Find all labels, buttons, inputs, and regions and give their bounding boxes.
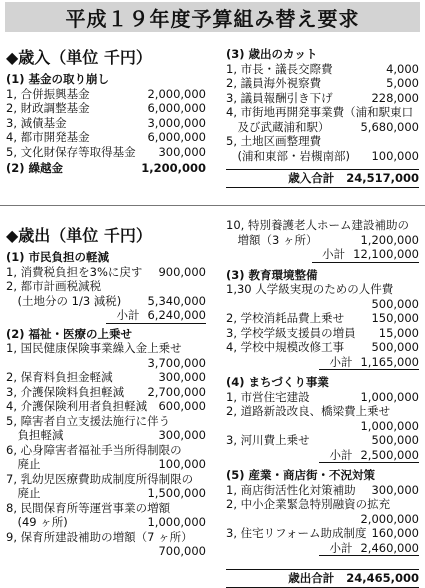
row-label: 1, 国民健康保険事業繰入金上乗せ — [6, 341, 182, 355]
row-label: 増額（3 ヶ所） — [226, 232, 318, 247]
budget-row — [6, 116, 206, 131]
subtotal-label: 小計 — [329, 354, 353, 369]
row-amount: 150,000 — [371, 311, 419, 325]
budget-row — [226, 47, 419, 62]
subtotal-row — [226, 541, 419, 556]
row-label: 1, 市営住宅建設 — [226, 389, 310, 404]
row-label: 負担軽減 — [6, 428, 64, 442]
row-amount: 900,000 — [158, 264, 206, 279]
row-label: 2, 都市計画税減税 — [6, 279, 102, 293]
expenditure-sections-left — [6, 250, 206, 559]
row-amount: 300,000 — [158, 370, 206, 384]
row-label: 5, 文化財保存等取得基金 — [6, 144, 136, 159]
row-amount: 1,200,000 — [141, 161, 206, 175]
budget-row — [6, 130, 206, 145]
subtotal-row — [226, 355, 419, 370]
row-label: (49 ヶ所) — [6, 515, 68, 529]
budget-row — [6, 370, 206, 385]
budget-section — [226, 468, 419, 555]
section-title: (4) まちづくり事業 — [226, 375, 329, 389]
budget-section — [226, 375, 419, 462]
row-label: 廃止 — [6, 486, 41, 500]
subtotal-label: 小計 — [116, 308, 140, 322]
row-label: 2, 議員海外視察費 — [226, 76, 322, 90]
subtotal — [312, 247, 419, 263]
budget-row — [226, 282, 419, 297]
row-amount: 600,000 — [158, 399, 206, 413]
budget-row — [226, 149, 419, 164]
budget-row — [226, 483, 419, 498]
subtotal-amount: 12,100,000 — [353, 247, 419, 261]
cuts-list — [226, 47, 419, 163]
budget-section — [6, 327, 206, 559]
row-amount: 3,000,000 — [147, 115, 206, 130]
row-label: 1, 合併振興基金 — [6, 86, 90, 101]
subtotal — [319, 541, 419, 557]
budget-row — [6, 428, 206, 443]
row-label: 4, 都市開発基金 — [6, 130, 90, 144]
budget-row — [226, 512, 419, 527]
section-title: (1) 市民負担の軽減 — [6, 250, 110, 264]
row-label: 9, 保育所建設補助の増額（7 ヶ所） — [6, 529, 193, 544]
row-amount: 15,000 — [378, 325, 419, 340]
row-amount: 100,000 — [371, 148, 419, 163]
row-amount: 2,000,000 — [360, 511, 419, 526]
row-label: 3, 住宅リフォーム助成制度 — [226, 526, 367, 540]
budget-row — [6, 87, 206, 102]
budget-row — [6, 145, 206, 160]
row-amount: 1,000,000 — [147, 515, 206, 529]
section-title: (2) 福祉・医療の上乗せ — [6, 326, 133, 341]
section-divider — [0, 205, 425, 206]
budget-row — [6, 385, 206, 400]
budget-row — [226, 233, 419, 248]
row-label: 3, 介護保険料負担軽減 — [6, 384, 125, 399]
row-label: 廃止 — [6, 457, 41, 471]
row-amount: 5,680,000 — [360, 119, 419, 134]
row-label: 6, 心身障害者福祉手当所得制限の — [6, 442, 182, 457]
budget-row — [6, 294, 206, 309]
budget-row — [226, 433, 419, 448]
row-label: 2, 学校消耗品費上乗せ — [226, 311, 345, 325]
revenue-heading: ◆歳入（単位 千円） — [6, 48, 152, 67]
row-amount: 6,000,000 — [147, 130, 206, 144]
budget-row — [226, 134, 419, 149]
row-label: 3, 河川費上乗せ — [226, 433, 310, 447]
budget-row — [226, 76, 419, 91]
subtotal-label: 小計 — [329, 540, 353, 555]
section-title: (5) 産業・商店街・不況対策 — [226, 468, 376, 482]
row-label: (土地分の 1/3 減税) — [6, 293, 122, 308]
row-label: (3) 歳出のカット — [226, 47, 318, 61]
budget-section — [6, 250, 206, 323]
row-label: 5, 土地区画整理費 — [226, 134, 322, 148]
row-label: 3, 学校学級支援員の増員 — [226, 325, 356, 340]
row-label: 4, 市街地再開発事業費（浦和駅東口 — [226, 105, 414, 119]
expenditure-heading: ◆歳出（単位 千円） — [6, 226, 152, 245]
budget-row — [226, 497, 419, 512]
row-amount: 100,000 — [158, 457, 206, 471]
row-label: 4, 学校中規模改修工事 — [226, 340, 345, 354]
row-amount: 500,000 — [371, 296, 419, 311]
subtotal-row — [6, 308, 206, 323]
subtotal-row — [226, 448, 419, 463]
row-label: 1, 商店街活性化対策補助 — [226, 482, 356, 497]
budget-row — [226, 326, 419, 341]
row-amount: 228,000 — [371, 90, 419, 105]
row-amount: 160,000 — [371, 526, 419, 540]
budget-row — [6, 265, 206, 280]
subtotal-amount: 1,165,000 — [360, 354, 419, 369]
page-title: 平成１９年度予算組み替え要求 — [5, 2, 420, 32]
budget-row — [226, 419, 419, 434]
revenue-total-amount: 24,517,000 — [346, 171, 419, 185]
row-amount: 5,340,000 — [147, 293, 206, 308]
budget-row — [6, 486, 206, 501]
budget-row — [226, 340, 419, 355]
budget-row — [6, 399, 206, 414]
row-label: 8, 民間保育所等運営事業の増額 — [6, 500, 171, 515]
budget-row — [226, 404, 419, 419]
expenditure-column-right — [226, 218, 419, 588]
budget-row — [6, 544, 206, 559]
row-amount: 1,000,000 — [360, 389, 419, 404]
row-amount: 4,000 — [386, 61, 419, 76]
expenditure-total — [226, 569, 419, 588]
row-label: (1) 基金の取り崩し — [6, 72, 110, 86]
budget-row — [6, 472, 206, 487]
budget-row — [226, 91, 419, 106]
budget-section — [226, 268, 419, 370]
subtotal-label: 小計 — [322, 247, 346, 261]
budget-row — [6, 356, 206, 371]
row-label: 2, 道路新設改良、橋梁費上乗せ — [226, 404, 391, 418]
expenditure-lead-list — [226, 218, 419, 262]
budget-row — [226, 105, 419, 120]
row-label: 5, 障害者自立支援法施行に伴う — [6, 413, 171, 428]
row-label: 1, 消費税負担を3%に戻す — [6, 264, 143, 279]
budget-row — [6, 457, 206, 472]
subtotal — [106, 308, 206, 324]
expenditure-total-label: 歳出合計 — [288, 571, 335, 585]
row-amount: 500,000 — [371, 340, 419, 354]
subtotal — [319, 355, 419, 371]
row-amount: 300,000 — [371, 482, 419, 497]
revenue-total — [226, 169, 419, 188]
expenditure-total-amount: 24,465,000 — [346, 571, 419, 585]
row-amount: 3,700,000 — [147, 355, 206, 370]
row-amount: 300,000 — [158, 144, 206, 159]
row-amount: 2,000,000 — [147, 86, 206, 101]
expenditure-column — [6, 226, 206, 559]
row-label: 10, 特別養護老人ホーム建設補助の — [226, 218, 409, 232]
budget-row — [6, 72, 206, 87]
budget-row — [6, 101, 206, 116]
row-label: 2, 保育料負担金軽減 — [6, 370, 113, 384]
row-amount: 300,000 — [158, 428, 206, 442]
revenue-total-label: 歳入合計 — [288, 171, 335, 185]
row-amount: 1,000,000 — [360, 418, 419, 433]
budget-row — [226, 311, 419, 326]
row-amount: 1,200,000 — [360, 232, 419, 247]
budget-row — [6, 414, 206, 429]
budget-row — [226, 120, 419, 135]
budget-row — [6, 515, 206, 530]
revenue-column — [6, 48, 206, 176]
expenditure-sections-right — [226, 268, 419, 556]
row-label: 1, 市長・議長交際費 — [226, 61, 333, 76]
revenue-list — [6, 72, 206, 176]
budget-row — [6, 530, 206, 545]
budget-row — [6, 501, 206, 516]
row-label: 2, 財政調整基金 — [6, 101, 90, 115]
row-label: (浦和東部・岩槻南部) — [226, 148, 350, 163]
budget-row — [226, 218, 419, 233]
row-amount: 2,700,000 — [147, 384, 206, 399]
row-label: 4, 介護保険利用者負担軽減 — [6, 399, 148, 413]
budget-row — [6, 443, 206, 458]
budget-row — [226, 390, 419, 405]
row-amount: 5,000 — [386, 76, 419, 90]
row-label: 1,30 人学級実現のための人件費 — [226, 282, 394, 296]
cuts-column — [226, 47, 419, 188]
section-title: (3) 教育環境整備 — [226, 267, 318, 282]
subtotal-label: 小計 — [329, 447, 353, 462]
row-label: 3, 議員報酬引き下げ — [226, 90, 333, 105]
subtotal — [319, 448, 419, 464]
row-amount: 500,000 — [371, 433, 419, 447]
budget-row — [6, 161, 206, 176]
row-amount: 700,000 — [158, 544, 206, 558]
budget-row — [226, 62, 419, 77]
row-label: 2, 中小企業緊急特別融資の拡充 — [226, 497, 391, 511]
row-label: 7, 乳幼児医療費助成制度所得制限の — [6, 471, 194, 486]
row-label: 3, 減債基金 — [6, 115, 67, 130]
subtotal-amount: 6,240,000 — [147, 308, 206, 322]
subtotal-row — [226, 247, 419, 262]
subtotal-amount: 2,460,000 — [360, 540, 419, 555]
row-label: (2) 繰越金 — [6, 161, 64, 175]
row-amount: 1,500,000 — [147, 486, 206, 500]
row-label: 及び武蔵浦和駅） — [226, 119, 330, 134]
subtotal-amount: 2,500,000 — [360, 447, 419, 462]
row-amount: 6,000,000 — [147, 101, 206, 115]
budget-row — [6, 279, 206, 294]
budget-row — [226, 297, 419, 312]
budget-row — [6, 341, 206, 356]
budget-row — [226, 526, 419, 541]
